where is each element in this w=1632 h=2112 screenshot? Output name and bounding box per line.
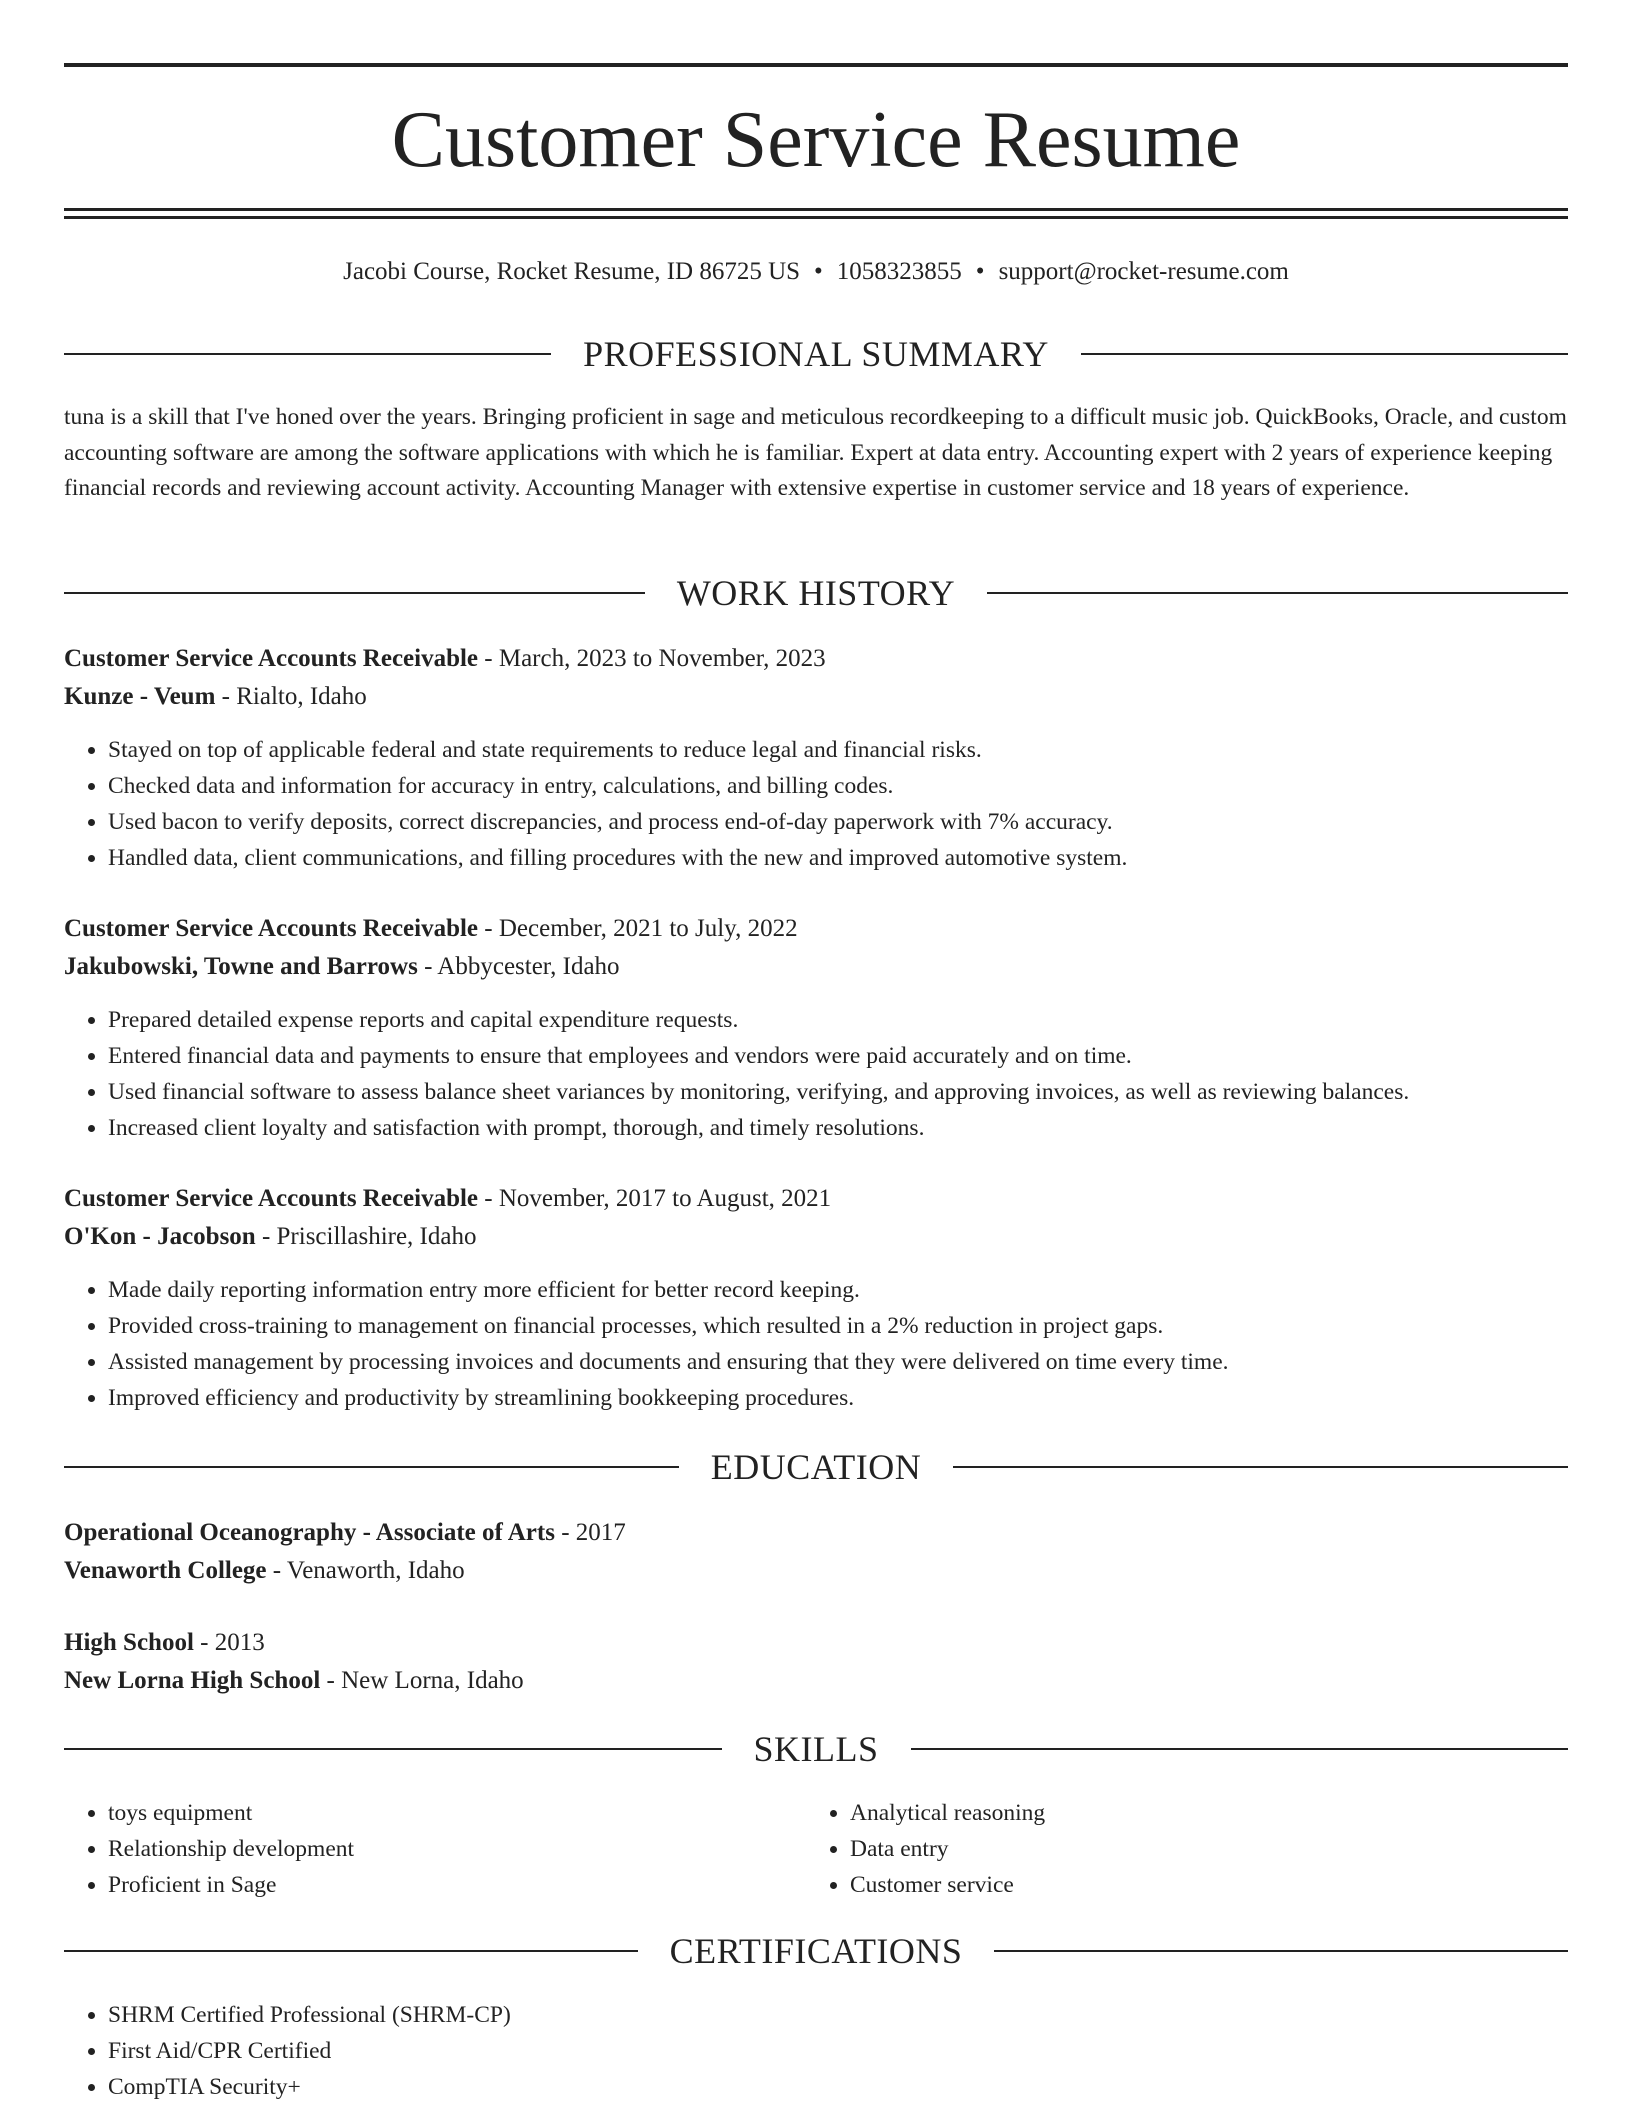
section-heading-summary bbox=[64, 332, 1568, 376]
skills-bullets bbox=[64, 1795, 806, 1903]
job-title: Customer Service Accounts Receivable bbox=[64, 915, 479, 942]
job-entry bbox=[64, 1180, 1568, 1416]
section-title: WORK HISTORY bbox=[676, 573, 956, 613]
job-title: Customer Service Accounts Receivable bbox=[64, 645, 479, 672]
job-company: O'Kon - Jacobson bbox=[64, 1223, 256, 1250]
job-company: Kunze - Veum bbox=[64, 683, 216, 710]
education-location: - Venaworth, Idaho bbox=[266, 1557, 465, 1584]
heading-rule-left bbox=[64, 353, 551, 355]
list-item: • Checked data and information for accuracy in entry, calculations, and billing codes. bbox=[108, 768, 1568, 804]
list-item: • Used bacon to verify deposits, correct discrepancies, and process end-of-day paperwork with 7% accuracy. bbox=[108, 804, 1568, 840]
skills-bullets bbox=[806, 1795, 1548, 1903]
summary-text: tuna is a skill that I've honed over the years. Bringing proficient in sage and meticulous recordkeeping to a difficult music job. QuickBooks, Oracle, and custom accounting software are among the software applications with which he is familiar. Expert at data entry. Accounting expert with 2 years of experience keeping financial records and reviewing account activity. Accounting Manager with extensive expertise in customer service and 18 years of experience. bbox=[64, 404, 1567, 501]
list-item: • First Aid/CPR Certified bbox=[108, 2033, 1568, 2069]
job-bullets bbox=[64, 1272, 1568, 1416]
heading-rule-left bbox=[64, 1466, 679, 1468]
education-school-line bbox=[64, 1662, 1568, 1700]
job-location: - Abbycester, Idaho bbox=[417, 953, 620, 980]
job-company-line bbox=[64, 1218, 1568, 1256]
heading-rule-right bbox=[953, 1466, 1568, 1468]
job-company-line bbox=[64, 948, 1568, 986]
job-company: Jakubowski, Towne and Barrows bbox=[64, 953, 418, 980]
certifications-bullets bbox=[64, 1997, 1568, 2105]
job-title-line bbox=[64, 1180, 1568, 1218]
section-title: SKILLS bbox=[753, 1729, 879, 1769]
list-item: • SHRM Certified Professional (SHRM-CP) bbox=[108, 1997, 1568, 2033]
list-item: • toys equipment bbox=[108, 1795, 806, 1831]
list-item: • Improved efficiency and productivity by streamlining bookkeeping procedures. bbox=[108, 1380, 1568, 1416]
education-degree: High School bbox=[64, 1629, 194, 1656]
job-bullets bbox=[64, 732, 1568, 876]
job-bullets bbox=[64, 1002, 1568, 1146]
page-title: Customer Service Resume bbox=[391, 96, 1241, 184]
job-dates: - November, 2017 to August, 2021 bbox=[478, 1185, 832, 1212]
education-year: - 2013 bbox=[193, 1629, 265, 1656]
section-heading-education bbox=[64, 1445, 1568, 1489]
heading-rule-right bbox=[1081, 353, 1568, 355]
list-item: • Customer service bbox=[850, 1867, 1548, 1903]
title-rule-upper bbox=[64, 208, 1568, 211]
heading-rule-right bbox=[911, 1748, 1569, 1750]
list-item: • Increased client loyalty and satisfaction with prompt, thorough, and timely resolutions. bbox=[108, 1110, 1568, 1146]
list-item: • Provided cross-training to management on financial processes, which resulted in a 2% reduction in project gaps. bbox=[108, 1308, 1568, 1344]
section-heading-skills bbox=[64, 1727, 1568, 1771]
education-entry bbox=[64, 1514, 1568, 1590]
contact-phone: 1058323855 bbox=[836, 258, 962, 285]
education-degree-line bbox=[64, 1624, 1568, 1662]
list-item: • Entered financial data and payments to ensure that employees and vendors were paid accurately and on time. bbox=[108, 1038, 1568, 1074]
top-rule bbox=[64, 63, 1568, 67]
list-item: • Assisted management by processing invoices and documents and ensuring that they were delivered on time every time. bbox=[108, 1344, 1568, 1380]
skills-column-left bbox=[64, 1795, 806, 1903]
list-item: • Prepared detailed expense reports and capital expenditure requests. bbox=[108, 1002, 1568, 1038]
education-school: Venaworth College bbox=[64, 1557, 267, 1584]
job-title-line bbox=[64, 640, 1568, 678]
education-location: - New Lorna, Idaho bbox=[320, 1667, 524, 1694]
job-entry bbox=[64, 640, 1568, 876]
education-entry bbox=[64, 1624, 1568, 1700]
job-entry bbox=[64, 910, 1568, 1146]
education-school: New Lorna High School bbox=[64, 1667, 321, 1694]
education-degree-line bbox=[64, 1514, 1568, 1552]
heading-rule-right bbox=[994, 1950, 1568, 1952]
list-item: • Proficient in Sage bbox=[108, 1867, 806, 1903]
list-item: • Relationship development bbox=[108, 1831, 806, 1867]
list-item: • Data entry bbox=[850, 1831, 1548, 1867]
heading-rule-left bbox=[64, 1748, 722, 1750]
skills-column-right bbox=[806, 1795, 1548, 1903]
contact-separator: • bbox=[814, 258, 823, 285]
heading-rule-right bbox=[987, 592, 1568, 594]
section-title: EDUCATION bbox=[710, 1447, 922, 1487]
job-title: Customer Service Accounts Receivable bbox=[64, 1185, 479, 1212]
job-location: - Rialto, Idaho bbox=[215, 683, 367, 710]
heading-rule-left bbox=[64, 1950, 638, 1952]
contact-email: support@rocket-resume.com bbox=[998, 258, 1289, 285]
section-title: PROFESSIONAL SUMMARY bbox=[583, 334, 1049, 374]
education-year: - 2017 bbox=[554, 1519, 626, 1546]
list-item: • Analytical reasoning bbox=[850, 1795, 1548, 1831]
title-rule-lower bbox=[64, 216, 1568, 219]
list-item: • Stayed on top of applicable federal and state requirements to reduce legal and financial risks. bbox=[108, 732, 1568, 768]
job-company-line bbox=[64, 678, 1568, 716]
section-heading-work bbox=[64, 571, 1568, 615]
job-dates: - March, 2023 to November, 2023 bbox=[478, 645, 826, 672]
contact-separator: • bbox=[975, 258, 985, 285]
job-location: - Priscillashire, Idaho bbox=[255, 1223, 477, 1250]
list-item: • Made daily reporting information entry more efficient for better record keeping. bbox=[108, 1272, 1568, 1308]
contact-address: Jacobi Course, Rocket Resume, ID 86725 US bbox=[343, 258, 801, 285]
list-item: • Used financial software to assess balance sheet variances by monitoring, verifying, and approving invoices, as well as reviewing balances. bbox=[108, 1074, 1568, 1110]
education-school-line bbox=[64, 1552, 1568, 1590]
skills-list bbox=[64, 1795, 1568, 1903]
education-degree: Operational Oceanography - Associate of Arts bbox=[64, 1519, 555, 1546]
contact-line bbox=[64, 252, 1568, 292]
job-title-line bbox=[64, 910, 1568, 948]
certifications-list bbox=[64, 1997, 1568, 2105]
section-title: CERTIFICATIONS bbox=[669, 1931, 963, 1971]
list-item: • CompTIA Security+ bbox=[108, 2069, 1568, 2105]
list-item: • Handled data, client communications, and filling procedures with the new and improved automotive system. bbox=[108, 840, 1568, 876]
section-heading-certifications bbox=[64, 1929, 1568, 1973]
heading-rule-left bbox=[64, 592, 645, 594]
job-dates: - December, 2021 to July, 2022 bbox=[478, 915, 798, 942]
